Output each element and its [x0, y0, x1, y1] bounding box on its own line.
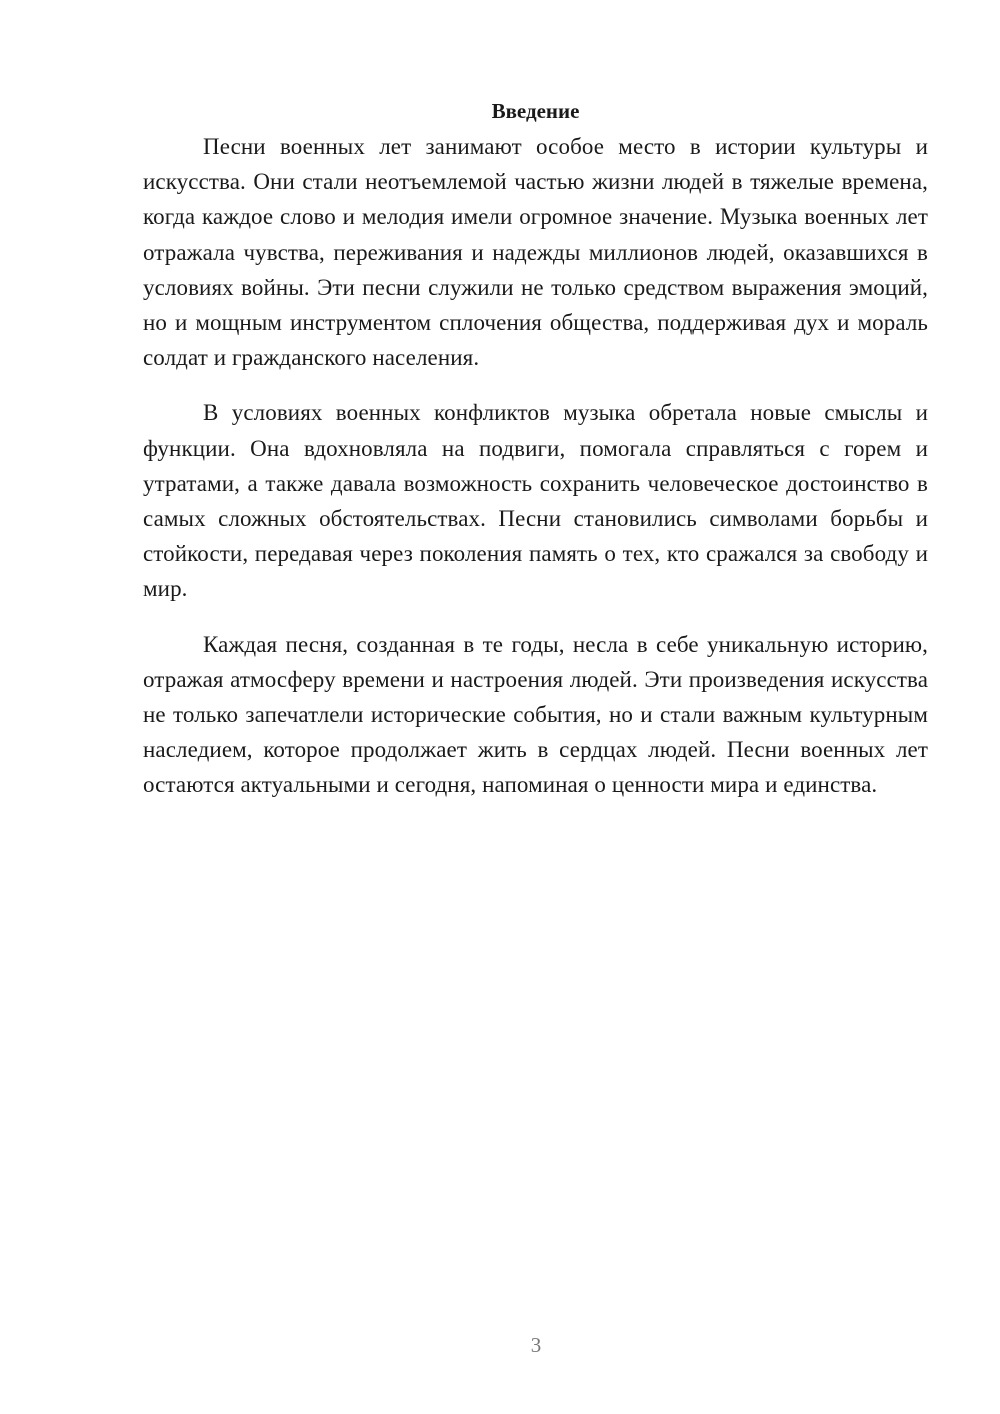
page-title: Введение [491, 99, 580, 123]
document-body [143, 94, 928, 823]
paragraph-3: Каждая песня, созданная в те годы, несла в себе уникальную историю, отражая атмосферу времени и настроения людей. Эти произведения искусства не только запечатлели исторические события, но и стали важным культурным наследием, которое продолжает жить в сердцах людей. Песни военных лет остаются актуальными и сегодня, напоминая о ценности мира и единства. [143, 631, 928, 798]
paragraph-1: Песни военных лет занимают особое место в истории культуры и искусства. Они стали неотъемлемой частью жизни людей в тяжелые времена, когда каждое слово и мелодия имели огромное значение. Музыка военных лет отражала чувства, переживания и надежды миллионов людей, оказавшихся в условиях войны. Эти песни служили не только средством выражения эмоций, но и мощным инструментом сплочения общества, поддерживая дух и мораль солдат и гражданского населения. [143, 134, 928, 371]
page-number: 3 [530, 1333, 542, 1357]
paragraph-2: В условиях военных конфликтов музыка обретала новые смыслы и функции. Она вдохновляла на подвиги, помогала справляться с горем и утратами, а также давала возможность сохранить человеческое достоинство в самых сложных обстоятельствах. Песни становились символами борьбы и стойкости, передавая через поколения память о тех, кто сражался за свободу и мир. [143, 400, 928, 602]
